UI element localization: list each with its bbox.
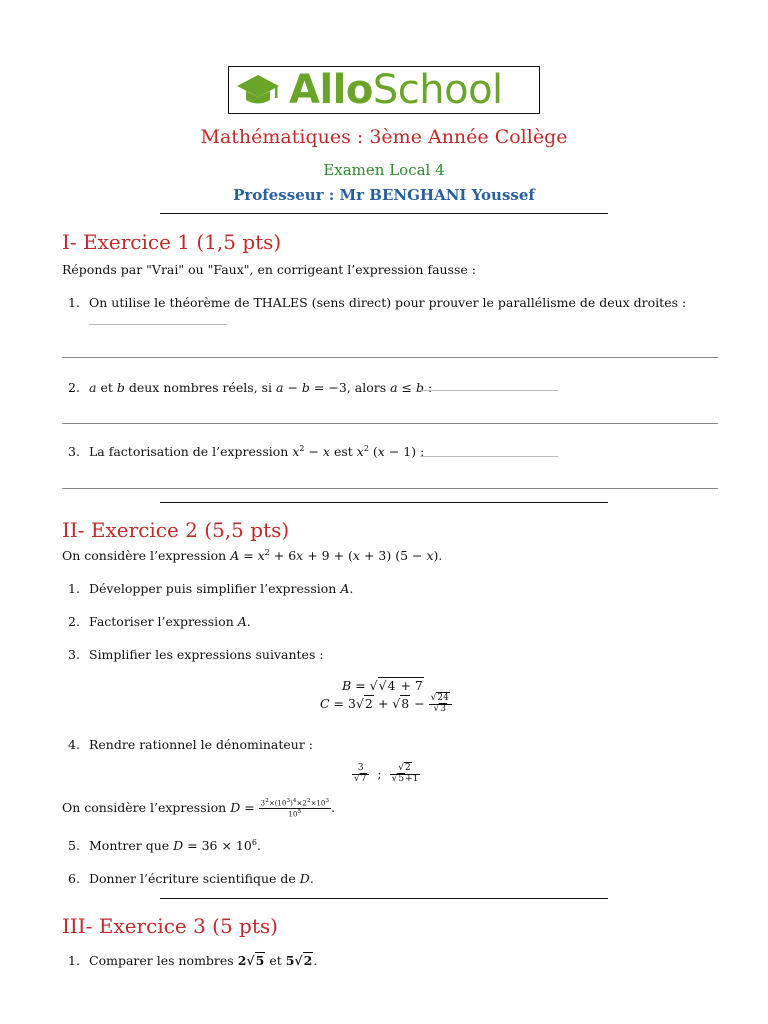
professor-name: Professeur : Mr BENGHANI Youssef bbox=[233, 186, 535, 204]
ex2-item-5-num: 5. bbox=[68, 838, 80, 853]
ex2-item-6-num: 6. bbox=[68, 871, 80, 886]
ex2-item-1-text: Développer puis simplifier l’expression A. bbox=[89, 581, 354, 596]
exercise-1-heading: I- Exercice 1 (1,5 pts) bbox=[62, 230, 282, 254]
header-divider bbox=[160, 213, 608, 214]
answer-line bbox=[62, 488, 718, 489]
ex3-item-1-num: 1. bbox=[68, 953, 80, 968]
ex2-item-1-num: 1. bbox=[68, 581, 80, 596]
answer-blank[interactable] bbox=[420, 390, 558, 391]
ex2-item-3-text: Simplifier les expressions suivantes : bbox=[89, 647, 324, 662]
ex1-item-2-num: 2. bbox=[68, 380, 80, 395]
answer-line bbox=[62, 423, 718, 424]
ex2-item-2-text: Factoriser l’expression A. bbox=[89, 614, 251, 629]
graduation-cap-icon bbox=[235, 73, 281, 107]
expression-b: B = √√4 + 7 bbox=[342, 678, 423, 693]
ex2-item-5-text: Montrer que $D = 36 \times 10^6$. bbox=[89, 838, 261, 854]
rationalize-fractions: $\frac{3}{√7}$ ; $\frac{√2}{√5+1}$ bbox=[354, 763, 419, 784]
answer-blank[interactable] bbox=[89, 324, 227, 325]
exam-subtitle: Examen Local 4 bbox=[323, 161, 445, 179]
logo-text: AlloSchool bbox=[289, 67, 503, 113]
ex1-item-3-num: 3. bbox=[68, 444, 80, 459]
ex1-item-1-text: On utilise le théorème de THALES (sens direct) pour prouver le parallélisme de deux droites : bbox=[89, 295, 687, 310]
answer-line bbox=[62, 357, 718, 358]
exercise-2-intro: On considère l’expression $A = x^2 + 6x + 9 + (x + 3) (5 - x)$. bbox=[62, 548, 443, 564]
ex2-item-4-num: 4. bbox=[68, 737, 80, 752]
page-title: Mathématiques : 3ème Année Collège bbox=[200, 126, 568, 148]
ex2-item-6-text: Donner l’écriture scientifique de D. bbox=[89, 871, 314, 886]
ex1-item-2-text: a et b deux nombres réels, si a − b = −3, alors a ≤ b : bbox=[89, 380, 433, 395]
exercise-1-instruction: Réponds par "Vrai" ou "Faux", en corrigeant l’expression fausse : bbox=[62, 262, 476, 277]
ex2-item-2-num: 2. bbox=[68, 614, 80, 629]
ex2-item-3-num: 3. bbox=[68, 647, 80, 662]
section-divider bbox=[160, 502, 608, 503]
ex2-item-4-text: Rendre rationnel le dénominateur : bbox=[89, 737, 313, 752]
exercise-3-heading: III- Exercice 3 (5 pts) bbox=[62, 914, 278, 938]
exercise-2-heading: II- Exercice 2 (5,5 pts) bbox=[62, 518, 290, 542]
expression-d: On considère l’expression D = $\frac{3^2\times(10^3)^4\times 2^2\times 10^3}{10^5}$ . bbox=[62, 798, 336, 819]
ex1-item-1-num: 1. bbox=[68, 295, 80, 310]
ex3-item-1-text: Comparer les nombres 2√5 et 5√2. bbox=[89, 953, 318, 968]
ex1-item-3-text: La factorisation de l’expression $x^2 - x$ est $x^2$ (x − 1) : bbox=[89, 444, 425, 460]
answer-blank[interactable] bbox=[420, 456, 558, 457]
logo bbox=[228, 66, 540, 114]
expression-c: C = 3√2 + √8 − $\frac{√24}{√3}$ bbox=[320, 694, 452, 715]
section-divider bbox=[160, 898, 608, 899]
